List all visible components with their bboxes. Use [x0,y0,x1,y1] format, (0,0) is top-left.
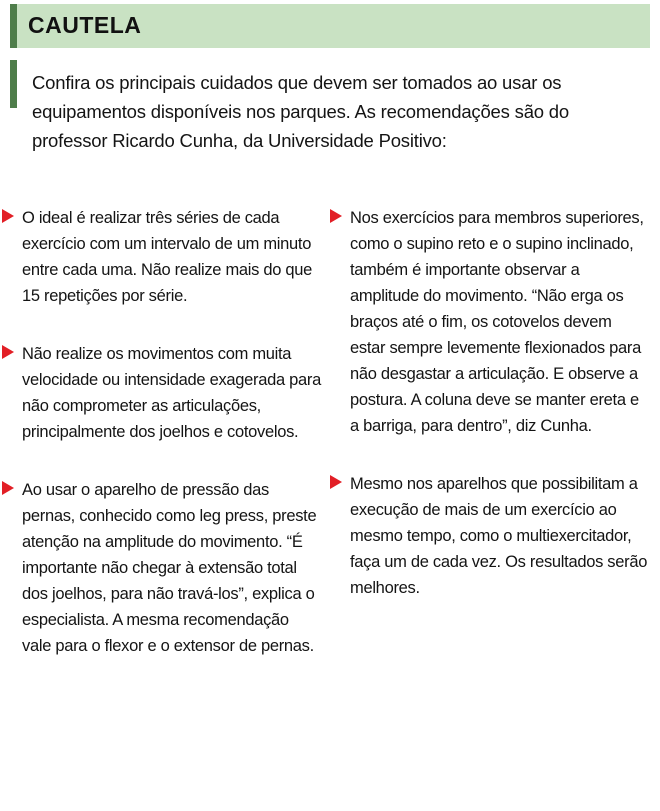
intro-paragraph: Confira os principais cuidados que devem ser tomados ao usar os equipamentos disponíveis nos parques. As recomendações são do professor Ricardo Cunha, da Universidade Positivo: [32,72,569,151]
page-title: CAUTELA [28,12,142,38]
list-item-text: O ideal é realizar três séries de cada exercício com um intervalo de um minuto entre cada uma. Não realize mais do que 15 repetições por série. [22,209,313,305]
intro-accent-bar [10,60,17,108]
list-item [0,341,322,445]
header-accent-bar [10,4,17,48]
list-item [0,205,322,309]
list-item-text: Ao usar o aparelho de pressão das pernas, conhecido como leg press, preste atenção na amplitude do movimento. “É importante não chegar à extensão total dos joelhos, para não travá-los”, explica o especialista. A mesma recomendação vale para o flexor e o extensor de pernas. [22,481,317,655]
triangle-right-icon [330,475,342,489]
column-right [328,205,650,621]
triangle-right-icon [2,345,14,359]
list-item-text: Nos exercícios para membros superiores, como o supino reto e o supino inclinado, também é importante observar a amplitude do movimento. “Não erga os braços até o fim, os cotovelos devem estar sempre levemente flexionados para não desgastar a articulação. E observe a postura. A coluna deve se manter ereta e a barriga, para dentro”, diz Cunha. [350,209,644,435]
list-item [0,477,322,659]
triangle-right-icon [2,481,14,495]
column-left [0,205,322,679]
list-item [328,205,650,439]
list-item [328,471,650,601]
triangle-right-icon [330,209,342,223]
triangle-right-icon [2,209,14,223]
list-item-text: Mesmo nos aparelhos que possibilitam a execução de mais de um exercício ao mesmo tempo, como o multiexercitador, faça um de cada vez. Os resultados serão melhores. [350,475,648,597]
list-item-text: Não realize os movimentos com muita velocidade ou intensidade exagerada para não comprometer as articulações, principalmente dos joelhos e cotovelos. [22,345,321,441]
